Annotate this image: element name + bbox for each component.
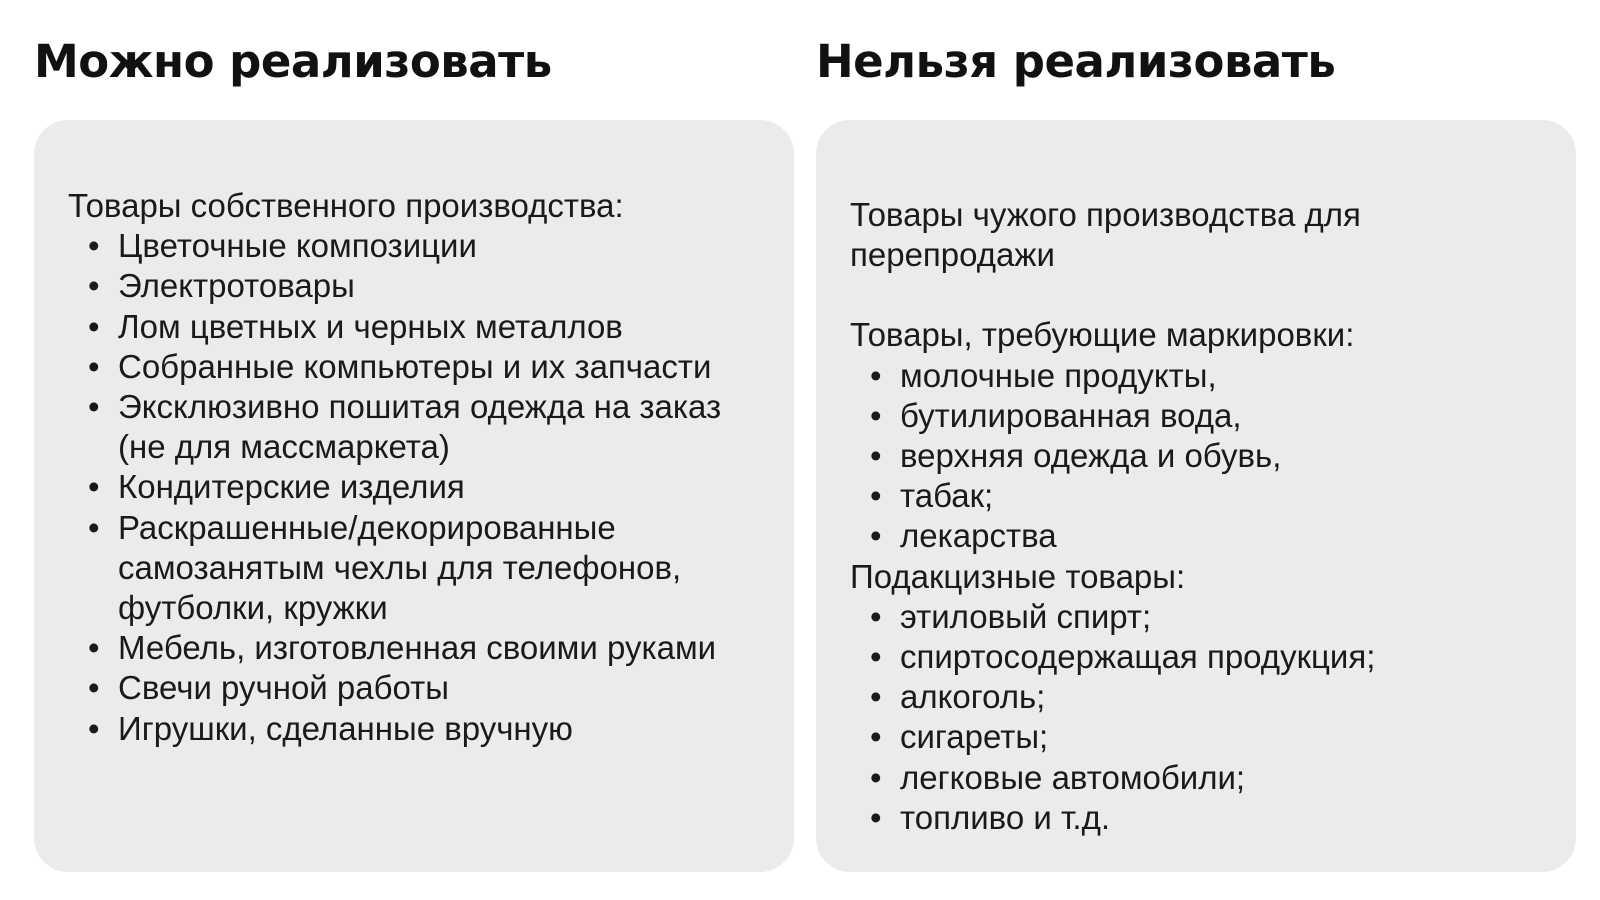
allowed-item-text: Эксклюзивно пошитая одежда на заказ (не для массмаркета) (118, 388, 722, 466)
bullet-icon: • (870, 517, 882, 555)
marking-item-text: табак; (900, 477, 994, 515)
marking-item-text: лекарства (900, 517, 1057, 555)
excise-list-item (850, 758, 1556, 798)
spacer (850, 275, 1556, 315)
allowed-list-item (68, 628, 774, 668)
bullet-icon: • (88, 669, 100, 707)
allowed-item-text: Мебель, изготовленная своими руками (118, 629, 717, 667)
marking-item-text: верхняя одежда и обувь, (900, 437, 1282, 475)
bullet-icon: • (88, 468, 100, 506)
marking-list-item (850, 396, 1556, 436)
allowed-list (68, 226, 774, 749)
excise-list-item (850, 637, 1556, 677)
allowed-item-text: Раскрашенные/декорированные самозанятым чехлы для телефонов, футболки, кружки (118, 508, 682, 627)
excise-list-item (850, 677, 1556, 717)
bullet-icon: • (88, 709, 100, 747)
excise-list-item (850, 717, 1556, 757)
allowed-item-text: Свечи ручной работы (118, 669, 449, 707)
excise-list (850, 597, 1556, 838)
bullet-icon: • (870, 678, 882, 716)
marking-list-item (850, 516, 1556, 556)
bullet-icon: • (88, 629, 100, 667)
bullet-icon: • (88, 388, 100, 426)
allowed-list-item (68, 226, 774, 266)
excise-intro: Подакцизные товары: (850, 557, 1186, 595)
allowed-intro: Товары собственного производства: (68, 187, 624, 224)
marking-list-item (850, 476, 1556, 516)
allowed-list-item (68, 387, 774, 467)
bullet-icon: • (870, 758, 882, 796)
forbidden-text (850, 120, 1556, 838)
excise-item-text: алкоголь; (900, 678, 1046, 716)
marking-item-text: бутилированная вода, (900, 396, 1242, 434)
bullet-icon: • (88, 227, 100, 265)
bullet-icon: • (870, 597, 882, 635)
allowed-list-item (68, 508, 774, 629)
allowed-list-item (68, 266, 774, 306)
marking-intro: Товары, требующие маркировки: (850, 316, 1355, 354)
allowed-list-item (68, 347, 774, 387)
marking-item-text: молочные продукты, (900, 356, 1217, 394)
allowed-list-item (68, 307, 774, 347)
bullet-icon: • (870, 638, 882, 676)
allowed-item-text: Лом цветных и черных металлов (118, 307, 623, 345)
marking-list (850, 356, 1556, 557)
heading-allowed: Можно реализовать (34, 35, 552, 88)
bullet-icon: • (870, 396, 882, 434)
excise-item-text: этиловый спирт; (900, 597, 1152, 635)
column-allowed (34, 0, 794, 900)
allowed-item-text: Электротовары (118, 267, 355, 305)
bullet-icon: • (88, 307, 100, 345)
bullet-icon: • (870, 798, 882, 836)
allowed-list-item (68, 709, 774, 749)
excise-item-text: спиртосодержащая продукция; (900, 638, 1376, 676)
excise-list-item (850, 597, 1556, 637)
heading-forbidden: Нельзя реализовать (816, 35, 1336, 88)
allowed-text (68, 120, 774, 749)
allowed-item-text: Кондитерские изделия (118, 468, 465, 506)
marking-list-item (850, 356, 1556, 396)
column-forbidden (816, 0, 1576, 900)
marking-list-item (850, 436, 1556, 476)
bullet-icon: • (870, 356, 882, 394)
allowed-item-text: Собранные компьютеры и их запчасти (118, 347, 712, 385)
allowed-item-text: Игрушки, сделанные вручную (118, 709, 573, 747)
allowed-item-text: Цветочные композиции (118, 227, 477, 265)
allowed-list-item (68, 467, 774, 507)
bullet-icon: • (870, 718, 882, 756)
bullet-icon: • (870, 477, 882, 515)
bullet-icon: • (88, 347, 100, 385)
bullet-icon: • (870, 437, 882, 475)
card-allowed (34, 120, 794, 872)
resale-goods-text: Товары чужого производства для перепродажи (850, 196, 1361, 274)
card-forbidden (816, 120, 1576, 872)
excise-item-text: топливо и т.д. (900, 798, 1110, 836)
bullet-icon: • (88, 267, 100, 305)
excise-item-text: легковые автомобили; (900, 758, 1246, 796)
excise-list-item (850, 798, 1556, 838)
excise-item-text: сигареты; (900, 718, 1049, 756)
allowed-list-item (68, 668, 774, 708)
bullet-icon: • (88, 508, 100, 546)
